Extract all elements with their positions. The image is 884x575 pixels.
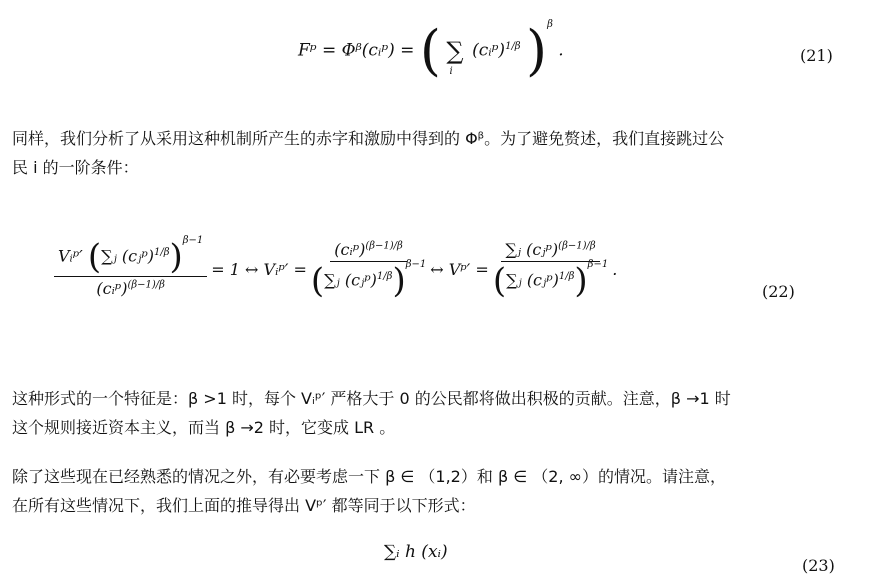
eq22-f1-den: (cᵢᵖ)	[96, 279, 128, 298]
eq21-right-paren: )	[526, 19, 548, 82]
eq21-lhs: Fᵖ = Φᵝ(cᵢᵖ) =	[298, 40, 415, 61]
paragraph-1-line-2: 民 i 的一阶条件：	[12, 158, 139, 177]
eq21-sum: ∑	[446, 37, 464, 65]
paragraph-2	[12, 384, 872, 442]
eq21-number: (21)	[800, 46, 833, 65]
eq21-outer-exp: β	[547, 18, 553, 30]
eq22-f3-den-sum: ∑ⱼ (cⱼᵖ)	[506, 270, 559, 290]
eq22-tail: .	[612, 259, 618, 279]
paragraph-3	[12, 462, 872, 520]
eq22-f1-inner-exp: 1/β	[153, 247, 170, 259]
equation-21	[298, 18, 564, 82]
eq22-f1-outer-exp: β−1	[182, 235, 204, 247]
paragraph-3-line-2: 在所有这些情况下，我们上面的推导得出 Vᵖ′ 都等同于以下形式：	[12, 496, 476, 515]
equation-23-numerator: ∑ᵢ h (xᵢ)	[384, 542, 448, 562]
eq22-f1-sum: ∑ⱼ (cⱼᵖ)	[101, 246, 154, 266]
eq21-inner-exp: 1/β	[505, 40, 521, 52]
eq21-left-paren: (	[419, 19, 441, 82]
eq22-number: (22)	[762, 282, 795, 301]
paragraph-2-line-1: 这种形式的一个特征是：β >1 时，每个 Vᵢᵖ′ 严格大于 0 的公民都将做出积极的贡献。注意，β →1 时	[12, 389, 731, 408]
eq21-sum-index: i	[449, 65, 453, 77]
eq22-f3-num: ∑ⱼ (cⱼᵖ)	[505, 240, 559, 259]
paragraph-2-line-2: 这个规则接近资本主义，而当 β →2 时，它变成 LR 。	[12, 418, 396, 437]
eq22-f2-den-inner-exp: 1/β	[376, 271, 393, 283]
eq21-term: (cᵢᵖ)	[472, 40, 506, 61]
eq22-f1-v: Vᵢᵖ′	[58, 246, 83, 266]
paragraph-1	[12, 124, 872, 182]
eq22-f2-num: (cᵢᵖ)	[334, 240, 366, 259]
eq23-number: (23)	[802, 556, 835, 575]
eq22-f3-den-outer-exp: β−1	[587, 259, 609, 271]
eq22-f2-den-sum: ∑ⱼ (cⱼᵖ)	[324, 270, 377, 290]
paragraph-1-line-1: 同样，我们分析了从采用这种机制所产生的赤字和激励中得到的 Φᵝ。为了避免赘述，我们直接跳过公	[12, 129, 725, 148]
eq22-f3-num-exp: (β−1)/β	[558, 240, 596, 252]
eq22-mid-2: ↔ Vᵖ′ =	[430, 259, 489, 279]
eq22-f2-den-outer-exp: β−1	[405, 259, 427, 271]
eq22-mid-1: = 1 ↔ Vᵢᵖ′ =	[211, 259, 307, 279]
eq22-f3-den-inner-exp: 1/β	[558, 271, 575, 283]
eq21-tail: .	[558, 40, 564, 61]
eq22-f1-den-exp: (β−1)/β	[127, 279, 165, 291]
paragraph-3-line-1: 除了这些现在已经熟悉的情况之外，有必要考虑一下 β ∈ （1,2）和 β ∈ （2, ∞）的情况。请注意，	[12, 467, 726, 486]
eq22-fraction-2: $\frac{(cᵢᵖ)^{(\beta-1)/\beta}}{(\sum ⱼ (cⱼᵖ)^{1/\beta})^{\beta-1}}$	[310, 240, 427, 301]
eq22-fraction-1: $\frac{Vᵢᵖ' (\sum ⱼ (cⱼᵖ)^{1/\beta})^{\beta-1}}{(cᵢᵖ)^{(\beta-1)/\beta}}$	[54, 240, 207, 298]
eq22-fraction-3: $\frac{\sum ⱼ (cⱼᵖ)^{(\beta-1)/\beta}}{(\sum ⱼ (cⱼᵖ)^{1/\beta})^{\beta-1}}$	[492, 240, 609, 301]
equation-22	[54, 235, 618, 301]
eq22-f2-num-exp: (β−1)/β	[365, 240, 403, 252]
